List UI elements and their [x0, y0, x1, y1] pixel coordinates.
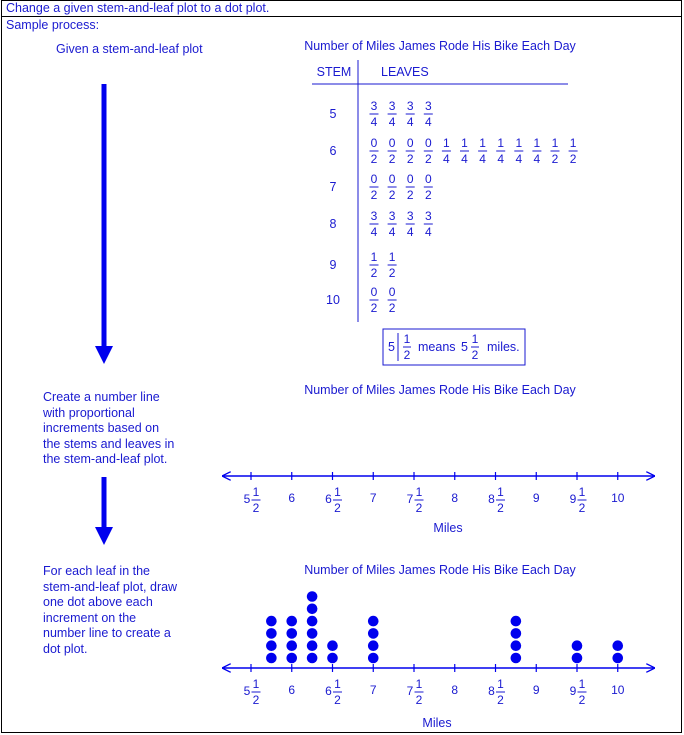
leaf-denominator: 2 [388, 152, 396, 166]
leaf-denominator: 2 [424, 152, 432, 166]
dot-mark [286, 616, 297, 627]
step3-line: stem-and-leaf plot, draw [43, 579, 178, 594]
dot-plot-title: Number of Miles James Rode His Bike Each Day [304, 563, 576, 577]
tick-label-numerator: 1 [497, 677, 504, 691]
dot-mark [368, 616, 379, 627]
leaf-denominator: 2 [370, 266, 378, 280]
tick-label-whole: 9 [569, 684, 577, 698]
tick-label: 6 [288, 491, 296, 505]
dot-plot-dots [266, 591, 623, 663]
stem-value: 8 [329, 217, 337, 231]
tick-label-denominator: 2 [415, 501, 423, 515]
tick-label-denominator: 2 [334, 693, 341, 707]
tick-label-whole: 8 [488, 492, 495, 506]
tick-label-numerator: 1 [415, 677, 423, 691]
tick-label-numerator: 1 [415, 485, 423, 499]
leaf-denominator: 4 [388, 115, 396, 129]
dot-mark [368, 628, 379, 639]
step3-line: For each leaf in the [43, 564, 151, 578]
leaf-numerator: 3 [370, 99, 378, 113]
dot-mark [572, 640, 583, 651]
leaf-numerator: 0 [370, 285, 378, 299]
dot-plot-ticks [244, 664, 625, 707]
tick-label-denominator: 2 [252, 501, 260, 515]
dot-mark [307, 591, 318, 602]
leaf-denominator: 4 [479, 152, 486, 166]
leaf-numerator: 1 [569, 136, 577, 150]
leaf-numerator: 0 [424, 136, 432, 150]
tick-label-denominator: 2 [497, 693, 504, 707]
key-leaf-num: 1 [403, 332, 411, 346]
key-leaf-den: 2 [403, 348, 411, 362]
tick-label-numerator: 1 [252, 677, 260, 691]
leaf-numerator: 1 [479, 136, 486, 150]
key-frac-den: 2 [471, 348, 479, 362]
dot-mark [266, 653, 277, 664]
dot-mark [368, 653, 379, 664]
leaf-numerator: 1 [551, 136, 559, 150]
tick-label-denominator: 2 [334, 501, 341, 515]
leaf-numerator: 0 [370, 172, 378, 186]
leaf-numerator: 3 [388, 99, 396, 113]
process-arrow-head [95, 527, 113, 545]
step2-line: Create a number line [43, 390, 160, 404]
dot-mark [327, 640, 338, 651]
leaf-denominator: 2 [406, 152, 414, 166]
leaf-denominator: 2 [424, 188, 432, 202]
tick-label-whole: 9 [569, 492, 577, 506]
dot-mark [511, 616, 522, 627]
stem-value: 7 [329, 180, 337, 194]
subtitle: Sample process: [6, 18, 100, 32]
leaf-numerator: 0 [388, 285, 396, 299]
tick-label-whole: 8 [488, 684, 495, 698]
tick-label: 10 [611, 491, 625, 505]
tick-label: 9 [532, 491, 540, 505]
tick-label: 8 [451, 491, 459, 505]
leaf-numerator: 0 [406, 136, 414, 150]
dot-mark [266, 616, 277, 627]
leaf-denominator: 4 [406, 115, 414, 129]
leaf-denominator: 2 [569, 152, 577, 166]
leaf-denominator: 2 [388, 188, 396, 202]
leaf-denominator: 2 [370, 188, 378, 202]
stem-header: STEM [316, 65, 352, 79]
leaf-numerator: 1 [388, 250, 396, 264]
dot-mark [307, 604, 318, 615]
leaf-numerator: 3 [388, 209, 396, 223]
leaf-numerator: 1 [461, 136, 468, 150]
leaf-numerator: 1 [370, 250, 378, 264]
dot-mark [511, 628, 522, 639]
tick-label-numerator: 1 [252, 485, 260, 499]
page-title: Change a given stem-and-leaf plot to a dot plot. [6, 1, 270, 15]
leaf-denominator: 4 [533, 152, 541, 166]
leaf-numerator: 1 [497, 136, 505, 150]
tick-label-numerator: 1 [334, 485, 341, 499]
leaf-denominator: 4 [370, 225, 378, 239]
tick-label: 7 [369, 683, 377, 697]
dot-mark [266, 640, 277, 651]
dot-mark [266, 628, 277, 639]
tick-label: 6 [288, 683, 296, 697]
tick-label-whole: 5 [243, 684, 251, 698]
leaf-denominator: 4 [424, 225, 432, 239]
dot-mark [511, 640, 522, 651]
dot-plot-xlabel: Miles [422, 716, 452, 730]
tick-label-denominator: 2 [415, 693, 423, 707]
dot-mark [511, 653, 522, 664]
leaf-numerator: 0 [388, 172, 396, 186]
key-unit: miles. [487, 340, 520, 354]
leaf-denominator: 4 [443, 152, 450, 166]
dot-mark [327, 653, 338, 664]
leaf-denominator: 2 [551, 152, 559, 166]
tick-label-whole: 6 [325, 492, 332, 506]
tick-label: 9 [532, 683, 540, 697]
leaf-numerator: 3 [424, 209, 432, 223]
leaf-numerator: 3 [424, 99, 432, 113]
step2-line: increments based on [43, 421, 160, 435]
step2-line: the stem-and-leaf plot. [43, 452, 168, 466]
tick-label-denominator: 2 [252, 693, 260, 707]
stem-value: 6 [329, 144, 337, 158]
leaf-denominator: 2 [406, 188, 414, 202]
dot-mark [572, 653, 583, 664]
tick-label: 10 [611, 683, 625, 697]
dot-mark [286, 653, 297, 664]
number-line-ticks [244, 472, 625, 515]
leaf-denominator: 4 [497, 152, 505, 166]
leaf-numerator: 1 [515, 136, 523, 150]
step3-line: number line to create a [43, 626, 171, 640]
tick-label-denominator: 2 [578, 501, 586, 515]
leaf-denominator: 4 [388, 225, 396, 239]
key-means: means [418, 340, 456, 354]
tick-label-numerator: 1 [578, 677, 586, 691]
leaf-denominator: 2 [388, 266, 396, 280]
tick-label-denominator: 2 [497, 501, 504, 515]
stem-leaf-title: Number of Miles James Rode His Bike Each Day [304, 39, 576, 53]
leaf-denominator: 4 [424, 115, 432, 129]
stem-value: 5 [329, 107, 337, 121]
leaf-denominator: 4 [406, 225, 414, 239]
key-frac-num: 1 [471, 332, 479, 346]
tick-label: 7 [369, 491, 377, 505]
tick-label-whole: 5 [243, 492, 251, 506]
tick-label-numerator: 1 [497, 485, 504, 499]
leaf-denominator: 2 [388, 301, 396, 315]
leaf-denominator: 4 [370, 115, 378, 129]
step1-label: Given a stem-and-leaf plot [56, 42, 203, 56]
dot-mark [286, 628, 297, 639]
leaf-numerator: 1 [443, 136, 450, 150]
step3-line: dot plot. [43, 641, 88, 656]
leaf-denominator: 2 [370, 152, 378, 166]
leaf-numerator: 3 [406, 209, 414, 223]
key-stem: 5 [388, 340, 395, 354]
tick-label-whole: 7 [406, 684, 414, 698]
tick-label-numerator: 1 [578, 485, 586, 499]
leaf-numerator: 0 [370, 136, 378, 150]
key-whole: 5 [461, 340, 468, 354]
tick-label-numerator: 1 [334, 677, 341, 691]
dot-mark [307, 616, 318, 627]
number-line-xlabel: Miles [433, 521, 463, 535]
leaf-numerator: 1 [533, 136, 541, 150]
dot-mark [307, 628, 318, 639]
leaf-numerator: 0 [388, 136, 396, 150]
dot-mark [612, 640, 623, 651]
tick-label-denominator: 2 [578, 693, 586, 707]
leaf-numerator: 0 [406, 172, 414, 186]
step3-line: one dot above each [43, 595, 153, 609]
leaf-numerator: 3 [370, 209, 378, 223]
step2-line: with proportional [43, 405, 135, 420]
stem-value: 9 [329, 258, 337, 272]
step2-line: the stems and leaves in [43, 436, 175, 451]
leaves-header: LEAVES [381, 65, 429, 79]
tick-label: 8 [451, 683, 459, 697]
dot-mark [286, 640, 297, 651]
number-line-title: Number of Miles James Rode His Bike Each Day [304, 383, 576, 397]
leaf-numerator: 0 [424, 172, 432, 186]
leaf-denominator: 2 [370, 301, 378, 315]
dot-mark [368, 640, 379, 651]
process-arrow-head [95, 346, 113, 364]
leaf-denominator: 4 [515, 152, 523, 166]
leaf-numerator: 3 [406, 99, 414, 113]
step3-line: increment on the [43, 610, 137, 625]
tick-label-whole: 6 [325, 684, 332, 698]
dot-mark [307, 640, 318, 651]
tick-label-whole: 7 [406, 492, 414, 506]
dot-mark [307, 653, 318, 664]
leaf-denominator: 4 [461, 152, 468, 166]
dot-mark [612, 653, 623, 664]
stem-leaf-rows [326, 99, 578, 315]
stem-value: 10 [326, 293, 340, 307]
